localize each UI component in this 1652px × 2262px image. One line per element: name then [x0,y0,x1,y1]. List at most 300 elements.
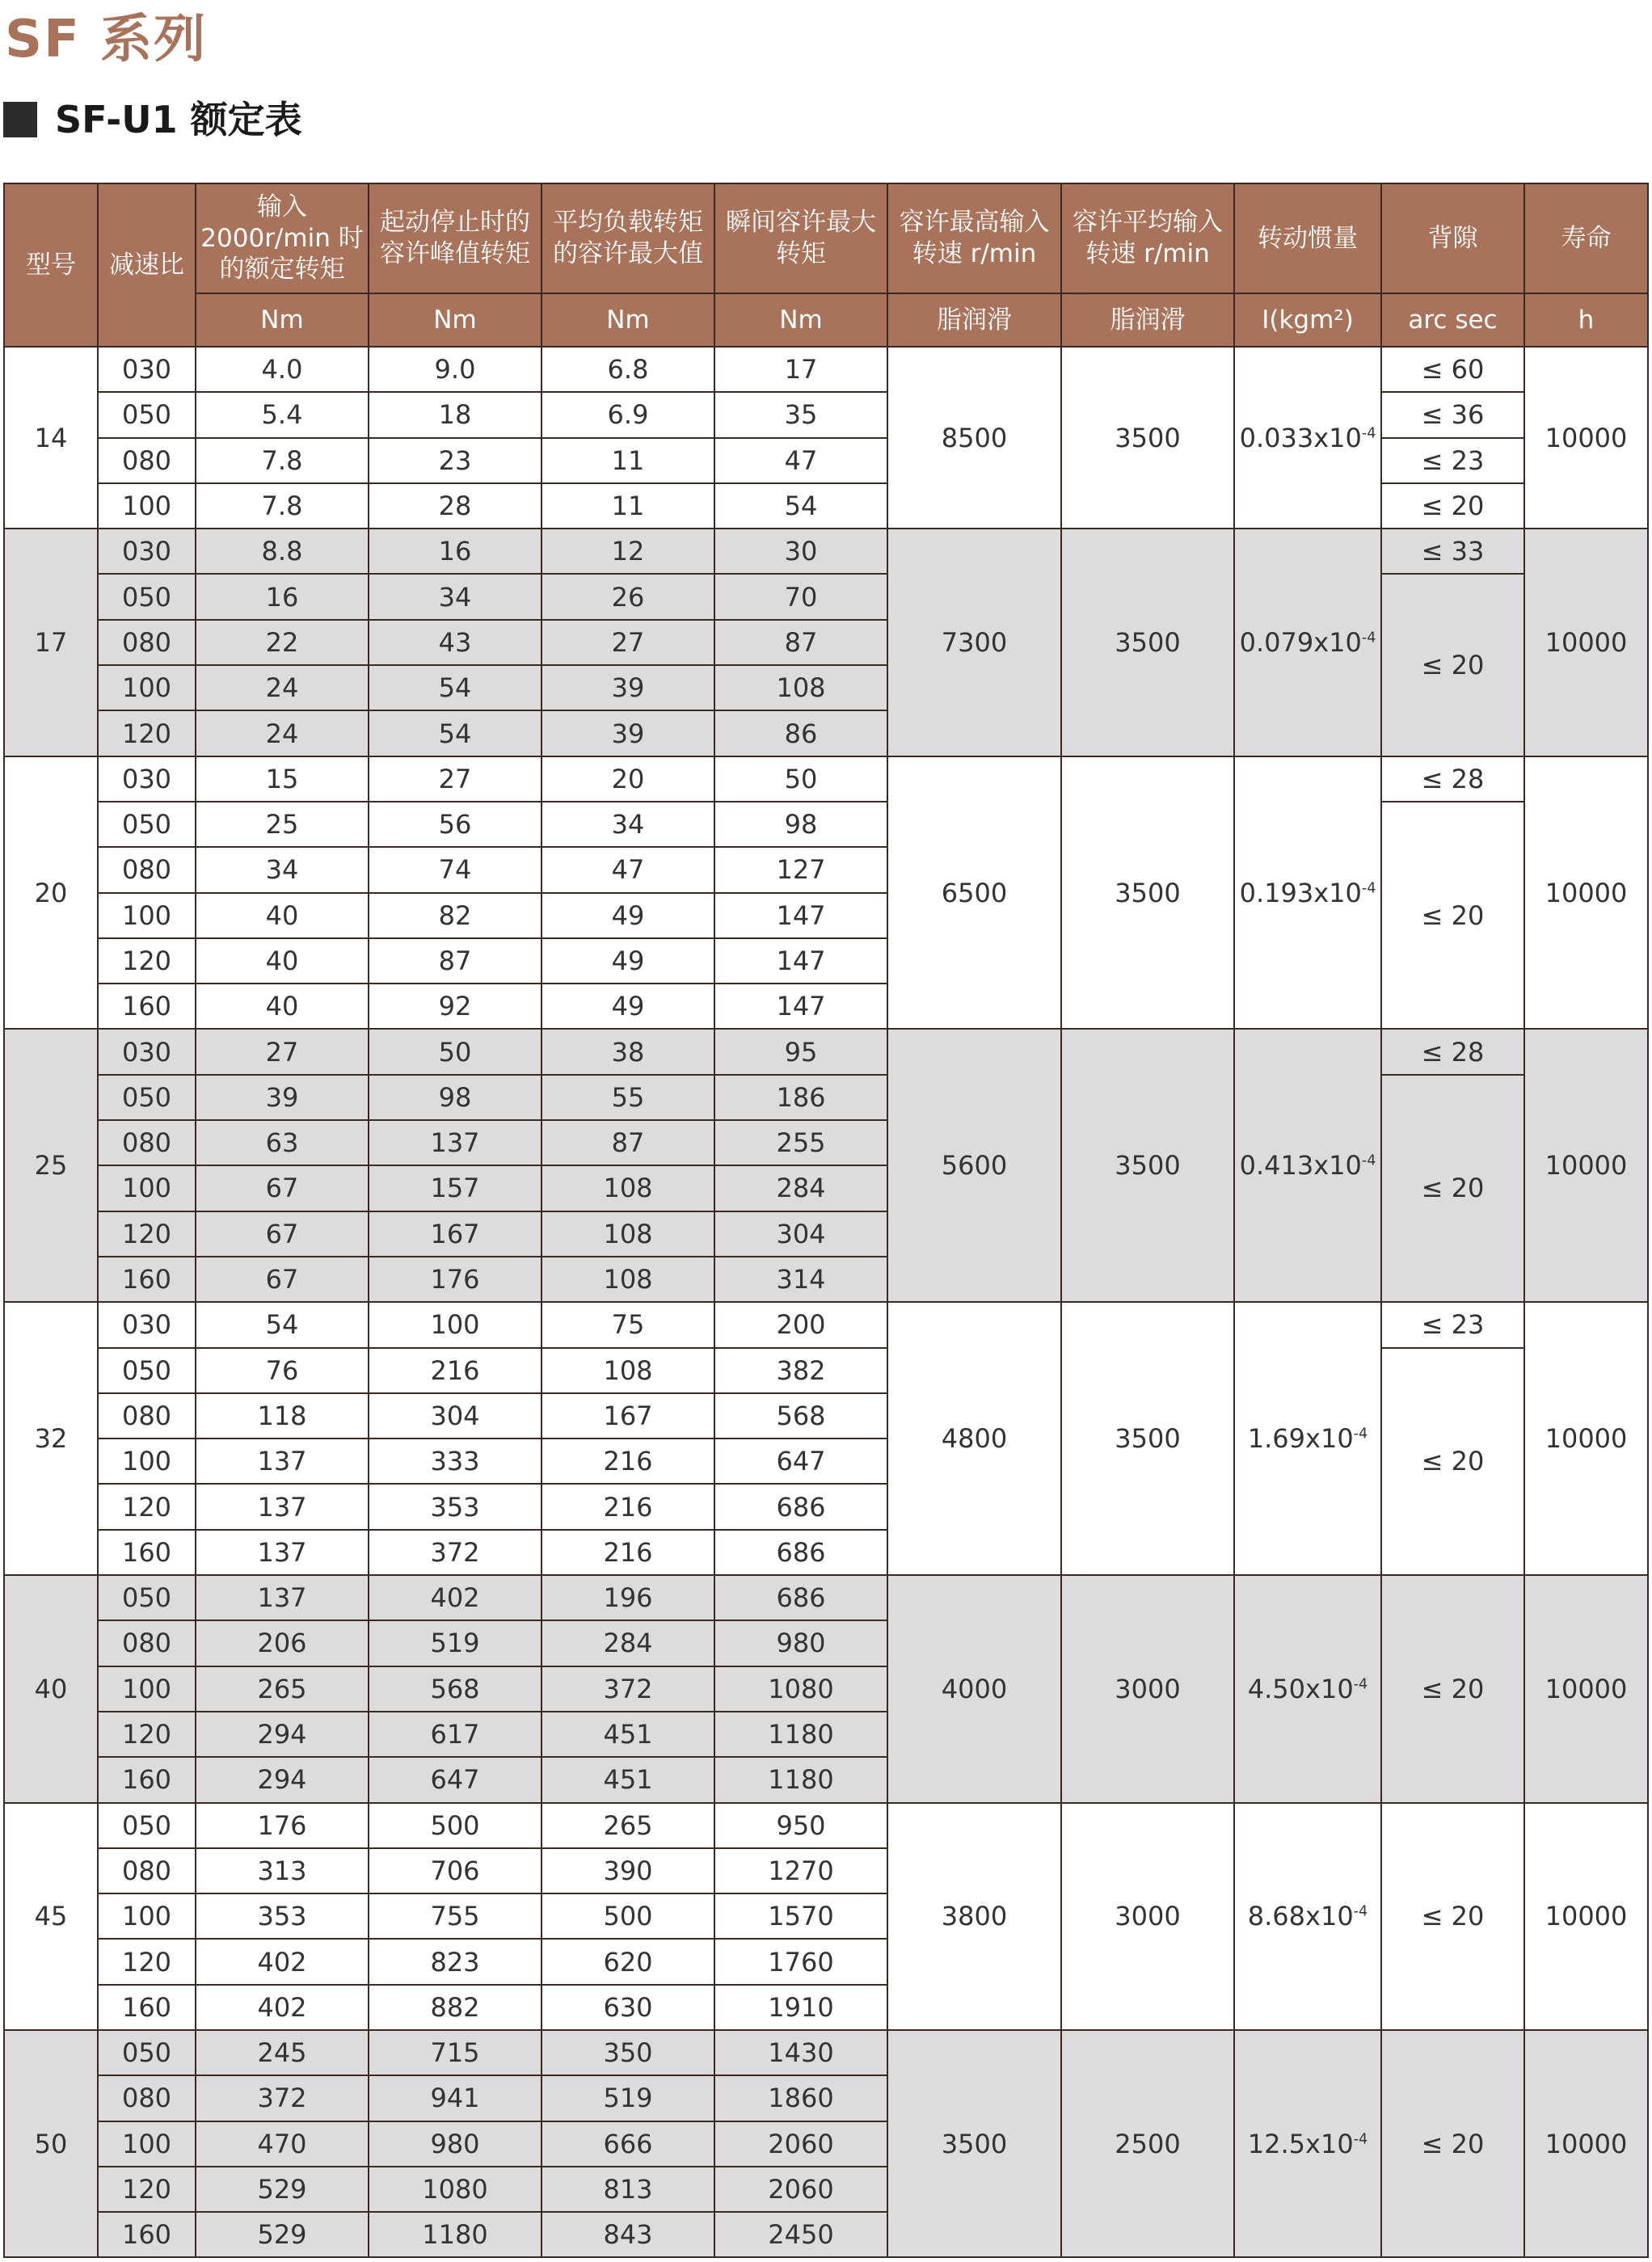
unit-row [4,293,1648,347]
cell-life: 10000 [1524,1302,1648,1575]
model-group [4,2030,1648,2257]
cell-max-speed: 6500 [887,756,1061,1030]
header-max-speed: 容许最高输入转速 r/min [887,183,1061,293]
cell-ratio: 080 [98,847,196,892]
cell-avg-torque: 284 [542,1620,714,1666]
cell-rated-torque: 402 [196,1985,369,2030]
cell-rated-torque: 22 [196,620,369,665]
cell-ratio: 160 [98,2212,196,2257]
cell-momentary-torque: 186 [714,1075,887,1120]
cell-peak-torque: 402 [369,1575,542,1620]
cell-ratio: 080 [98,620,196,665]
cell-momentary-torque: 2060 [714,2121,887,2167]
cell-avg-torque: 20 [542,756,714,802]
cell-ratio: 030 [98,347,196,392]
cell-avg-torque: 108 [542,1348,714,1393]
cell-peak-torque: 43 [369,620,542,665]
cell-avg-torque: 265 [542,1803,714,1848]
cell-ratio: 050 [98,1575,196,1620]
cell-peak-torque: 216 [369,1348,542,1393]
cell-avg-torque: 372 [542,1666,714,1712]
table-heading [3,95,302,144]
cell-ratio: 050 [98,1348,196,1393]
header-row [4,183,1648,293]
cell-rated-torque: 294 [196,1712,369,1757]
cell-backlash: ≤ 20 [1381,802,1524,1029]
series-title: SF 系列 [5,10,208,70]
cell-momentary-torque: 95 [714,1029,887,1074]
cell-peak-torque: 304 [369,1393,542,1438]
cell-momentary-torque: 304 [714,1211,887,1257]
cell-rated-torque: 25 [196,802,369,847]
cell-momentary-torque: 255 [714,1120,887,1165]
cell-avg-speed: 3500 [1061,1029,1234,1302]
cell-backlash: ≤ 20 [1381,1075,1524,1302]
unit-rated-torque: Nm [196,293,369,347]
cell-avg-torque: 11 [542,483,714,529]
cell-rated-torque: 529 [196,2212,369,2257]
header-backlash: 背隙 [1381,183,1524,293]
cell-inertia [1234,756,1381,1030]
cell-max-speed: 8500 [887,347,1061,529]
cell-life: 10000 [1524,1029,1648,1302]
cell-momentary-torque: 382 [714,1348,887,1393]
cell-backlash: ≤ 23 [1381,1302,1524,1347]
cell-backlash: ≤ 23 [1381,438,1524,483]
cell-rated-torque: 294 [196,1757,369,1802]
cell-peak-torque: 98 [369,1075,542,1120]
cell-avg-speed: 3000 [1061,1575,1234,1802]
cell-ratio: 050 [98,392,196,437]
cell-avg-speed: 2500 [1061,2030,1234,2257]
cell-peak-torque: 28 [369,483,542,529]
table-row [4,1575,1648,1620]
cell-peak-torque: 755 [369,1893,542,1939]
cell-rated-torque: 67 [196,1165,369,1211]
model-group [4,1302,1648,1575]
cell-rated-torque: 137 [196,1530,369,1575]
cell-avg-torque: 12 [542,529,714,574]
cell-rated-torque: 265 [196,1666,369,1712]
table-row [4,756,1648,802]
cell-momentary-torque: 1760 [714,1939,887,1984]
cell-peak-torque: 372 [369,1530,542,1575]
cell-ratio: 100 [98,1666,196,1712]
cell-momentary-torque: 147 [714,893,887,938]
cell-avg-speed: 3500 [1061,347,1234,529]
inertia-exponent: -4 [1361,1152,1376,1169]
cell-momentary-torque: 147 [714,938,887,984]
cell-avg-torque: 451 [542,1712,714,1757]
cell-ratio: 050 [98,1803,196,1848]
cell-ratio: 100 [98,483,196,529]
cell-momentary-torque: 200 [714,1302,887,1347]
cell-peak-torque: 50 [369,1029,542,1074]
model-group [4,1575,1648,1802]
cell-rated-torque: 67 [196,1211,369,1257]
cell-rated-torque: 7.8 [196,438,369,483]
cell-avg-torque: 6.8 [542,347,714,392]
cell-momentary-torque: 568 [714,1393,887,1438]
cell-backlash: ≤ 20 [1381,2030,1524,2257]
cell-momentary-torque: 86 [714,710,887,756]
table-header [4,183,1648,347]
inertia-base: 8.68x10 [1247,1901,1354,1932]
cell-ratio: 030 [98,529,196,574]
cell-momentary-torque: 1430 [714,2030,887,2075]
model-group [4,1029,1648,1302]
cell-momentary-torque: 98 [714,802,887,847]
cell-backlash: ≤ 20 [1381,1575,1524,1802]
cell-rated-torque: 76 [196,1348,369,1393]
cell-peak-torque: 82 [369,893,542,938]
cell-rated-torque: 67 [196,1257,369,1302]
cell-peak-torque: 54 [369,710,542,756]
cell-momentary-torque: 70 [714,574,887,619]
cell-peak-torque: 568 [369,1666,542,1712]
cell-peak-torque: 1080 [369,2167,542,2212]
cell-avg-torque: 167 [542,1393,714,1438]
inertia-base: 0.033x10 [1239,422,1362,453]
cell-avg-torque: 6.9 [542,392,714,437]
cell-ratio: 120 [98,938,196,984]
cell-rated-torque: 470 [196,2121,369,2167]
table-row [4,1075,1648,1120]
cell-life: 10000 [1524,529,1648,756]
cell-backlash: ≤ 28 [1381,756,1524,802]
cell-rated-torque: 137 [196,1438,369,1484]
cell-momentary-torque: 686 [714,1530,887,1575]
cell-momentary-torque: 1910 [714,1985,887,2030]
header-avg-speed: 容许平均输入转速 r/min [1061,183,1234,293]
cell-model: 45 [4,1803,98,2030]
cell-rated-torque: 137 [196,1575,369,1620]
cell-momentary-torque: 686 [714,1575,887,1620]
cell-momentary-torque: 314 [714,1257,887,1302]
cell-avg-torque: 38 [542,1029,714,1074]
cell-ratio: 080 [98,438,196,483]
cell-ratio: 080 [98,1120,196,1165]
cell-avg-torque: 47 [542,847,714,892]
cell-avg-torque: 11 [542,438,714,483]
cell-life: 10000 [1524,2030,1648,2257]
header-avg-torque: 平均负载转矩的容许最大值 [542,183,714,293]
cell-rated-torque: 54 [196,1302,369,1347]
cell-peak-torque: 1180 [369,2212,542,2257]
unit-max-speed: 脂润滑 [887,293,1061,347]
cell-avg-torque: 630 [542,1985,714,2030]
cell-avg-torque: 843 [542,2212,714,2257]
cell-avg-torque: 27 [542,620,714,665]
cell-avg-torque: 813 [542,2167,714,2212]
cell-max-speed: 4800 [887,1302,1061,1575]
cell-momentary-torque: 686 [714,1484,887,1529]
cell-ratio: 120 [98,2167,196,2212]
cell-momentary-torque: 647 [714,1438,887,1484]
cell-momentary-torque: 147 [714,984,887,1029]
cell-ratio: 050 [98,574,196,619]
inertia-base: 4.50x10 [1247,1673,1354,1704]
cell-avg-torque: 216 [542,1530,714,1575]
cell-max-speed: 7300 [887,529,1061,756]
cell-rated-torque: 206 [196,1620,369,1666]
cell-momentary-torque: 108 [714,665,887,710]
cell-backlash: ≤ 20 [1381,1348,1524,1575]
cell-model: 17 [4,529,98,756]
cell-rated-torque: 137 [196,1484,369,1529]
inertia-exponent: -4 [1353,1903,1368,1920]
table-row [4,802,1648,847]
cell-rated-torque: 34 [196,847,369,892]
cell-ratio: 030 [98,1302,196,1347]
table-row [4,483,1648,529]
table-row [4,438,1648,483]
table-title: SF-U1 额定表 [55,98,302,141]
cell-avg-torque: 49 [542,984,714,1029]
cell-model: 14 [4,347,98,529]
unit-momentary-torque: Nm [714,293,887,347]
cell-peak-torque: 16 [369,529,542,574]
cell-rated-torque: 24 [196,710,369,756]
cell-ratio: 100 [98,2121,196,2167]
cell-inertia [1234,347,1381,529]
cell-momentary-torque: 47 [714,438,887,483]
cell-backlash: ≤ 36 [1381,392,1524,437]
cell-peak-torque: 54 [369,665,542,710]
inertia-exponent: -4 [1361,424,1376,441]
cell-momentary-torque: 30 [714,529,887,574]
cell-peak-torque: 500 [369,1803,542,1848]
cell-ratio: 160 [98,1530,196,1575]
cell-rated-torque: 402 [196,1939,369,1984]
cell-inertia [1234,1803,1381,2030]
cell-ratio: 050 [98,1075,196,1120]
table-row [4,529,1648,574]
cell-rated-torque: 118 [196,1393,369,1438]
table-row [4,574,1648,619]
cell-rated-torque: 7.8 [196,483,369,529]
cell-peak-torque: 9.0 [369,347,542,392]
cell-max-speed: 5600 [887,1029,1061,1302]
cell-rated-torque: 5.4 [196,392,369,437]
cell-peak-torque: 617 [369,1712,542,1757]
cell-ratio: 030 [98,756,196,802]
cell-peak-torque: 34 [369,574,542,619]
cell-model: 25 [4,1029,98,1302]
cell-backlash: ≤ 60 [1381,347,1524,392]
cell-inertia [1234,529,1381,756]
cell-ratio: 030 [98,1029,196,1074]
table-row [4,1803,1648,1848]
cell-inertia [1234,2030,1381,2257]
cell-momentary-torque: 35 [714,392,887,437]
cell-peak-torque: 23 [369,438,542,483]
cell-ratio: 100 [98,1438,196,1484]
model-group [4,529,1648,756]
cell-rated-torque: 4.0 [196,347,369,392]
cell-avg-torque: 108 [542,1211,714,1257]
cell-ratio: 160 [98,1257,196,1302]
cell-ratio: 160 [98,984,196,1029]
cell-momentary-torque: 1860 [714,2075,887,2121]
model-group [4,1803,1648,2030]
cell-backlash: ≤ 20 [1381,1803,1524,2030]
cell-momentary-torque: 87 [714,620,887,665]
cell-avg-speed: 3000 [1061,1803,1234,2030]
cell-momentary-torque: 127 [714,847,887,892]
cell-life: 10000 [1524,756,1648,1030]
cell-peak-torque: 980 [369,2121,542,2167]
cell-rated-torque: 245 [196,2030,369,2075]
cell-ratio: 080 [98,1393,196,1438]
cell-momentary-torque: 54 [714,483,887,529]
cell-max-speed: 3500 [887,2030,1061,2257]
cell-momentary-torque: 1080 [714,1666,887,1712]
cell-avg-torque: 216 [542,1484,714,1529]
inertia-exponent: -4 [1361,630,1376,647]
unit-life: h [1524,293,1648,347]
cell-life: 10000 [1524,347,1648,529]
cell-ratio: 080 [98,1620,196,1666]
cell-avg-torque: 390 [542,1848,714,1893]
header-momentary-torque: 瞬间容许最大转矩 [714,183,887,293]
cell-ratio: 050 [98,2030,196,2075]
table-row [4,1302,1648,1347]
cell-momentary-torque: 50 [714,756,887,802]
cell-life: 10000 [1524,1803,1648,2030]
unit-peak-torque: Nm [369,293,542,347]
cell-peak-torque: 941 [369,2075,542,2121]
cell-peak-torque: 137 [369,1120,542,1165]
cell-ratio: 100 [98,1165,196,1211]
cell-peak-torque: 353 [369,1484,542,1529]
cell-momentary-torque: 284 [714,1165,887,1211]
cell-ratio: 050 [98,802,196,847]
inertia-exponent: -4 [1353,1426,1368,1443]
cell-avg-torque: 500 [542,1893,714,1939]
inertia-base: 12.5x10 [1247,2128,1354,2159]
cell-momentary-torque: 950 [714,1803,887,1848]
cell-rated-torque: 27 [196,1029,369,1074]
cell-rated-torque: 40 [196,984,369,1029]
model-group [4,756,1648,1030]
header-ratio: 减速比 [98,183,196,347]
inertia-exponent: -4 [1361,879,1376,896]
cell-backlash: ≤ 28 [1381,1029,1524,1074]
cell-peak-torque: 167 [369,1211,542,1257]
cell-avg-torque: 350 [542,2030,714,2075]
cell-avg-speed: 3500 [1061,1302,1234,1575]
cell-peak-torque: 92 [369,984,542,1029]
cell-ratio: 120 [98,710,196,756]
cell-model: 40 [4,1575,98,1802]
table-row [4,1029,1648,1074]
inertia-base: 0.079x10 [1239,626,1362,658]
header-inertia: 转动惯量 [1234,183,1381,293]
unit-avg-torque: Nm [542,293,714,347]
cell-peak-torque: 87 [369,938,542,984]
rating-table [3,183,1649,2258]
cell-ratio: 160 [98,1757,196,1802]
cell-backlash: ≤ 20 [1381,483,1524,529]
table-row [4,347,1648,392]
cell-ratio: 120 [98,1939,196,1984]
cell-rated-torque: 24 [196,665,369,710]
cell-momentary-torque: 980 [714,1620,887,1666]
inertia-exponent: -4 [1353,2131,1368,2148]
cell-avg-torque: 34 [542,802,714,847]
cell-rated-torque: 15 [196,756,369,802]
cell-inertia [1234,1029,1381,1302]
cell-peak-torque: 333 [369,1438,542,1484]
header-model: 型号 [4,183,98,347]
inertia-base: 1.69x10 [1247,1423,1354,1455]
cell-avg-torque: 49 [542,893,714,938]
cell-backlash: ≤ 33 [1381,529,1524,574]
cell-avg-torque: 519 [542,2075,714,2121]
cell-ratio: 120 [98,1484,196,1529]
inertia-base: 0.413x10 [1239,1150,1362,1182]
cell-rated-torque: 372 [196,2075,369,2121]
cell-ratio: 100 [98,665,196,710]
cell-avg-torque: 39 [542,710,714,756]
table-row [4,2030,1648,2075]
header-life: 寿命 [1524,183,1648,293]
unit-backlash: arc sec [1381,293,1524,347]
header-rated-torque: 输入 2000r/min 时的额定转矩 [196,183,369,293]
cell-backlash: ≤ 20 [1381,574,1524,756]
cell-peak-torque: 647 [369,1757,542,1802]
cell-avg-torque: 55 [542,1075,714,1120]
unit-inertia: I(kgm²) [1234,293,1381,347]
cell-avg-torque: 49 [542,938,714,984]
cell-rated-torque: 8.8 [196,529,369,574]
cell-inertia [1234,1575,1381,1802]
cell-momentary-torque: 17 [714,347,887,392]
header-peak-torque: 起动停止时的容许峰值转矩 [369,183,542,293]
cell-avg-torque: 196 [542,1575,714,1620]
cell-momentary-torque: 2060 [714,2167,887,2212]
cell-avg-torque: 620 [542,1939,714,1984]
cell-peak-torque: 823 [369,1939,542,1984]
cell-rated-torque: 529 [196,2167,369,2212]
cell-peak-torque: 18 [369,392,542,437]
cell-peak-torque: 176 [369,1257,542,1302]
cell-rated-torque: 40 [196,893,369,938]
table-row [4,1348,1648,1393]
cell-model: 32 [4,1302,98,1575]
cell-peak-torque: 519 [369,1620,542,1666]
cell-avg-torque: 39 [542,665,714,710]
cell-momentary-torque: 1180 [714,1757,887,1802]
cell-momentary-torque: 1570 [714,1893,887,1939]
cell-avg-torque: 216 [542,1438,714,1484]
cell-rated-torque: 40 [196,938,369,984]
inertia-exponent: -4 [1353,1676,1368,1693]
cell-peak-torque: 100 [369,1302,542,1347]
square-bullet-icon [3,102,37,137]
table-row [4,392,1648,437]
cell-peak-torque: 715 [369,2030,542,2075]
cell-avg-torque: 108 [542,1165,714,1211]
cell-avg-speed: 3500 [1061,756,1234,1030]
cell-peak-torque: 157 [369,1165,542,1211]
cell-momentary-torque: 1180 [714,1712,887,1757]
cell-avg-torque: 75 [542,1302,714,1347]
cell-ratio: 100 [98,893,196,938]
cell-rated-torque: 313 [196,1848,369,1893]
cell-peak-torque: 56 [369,802,542,847]
